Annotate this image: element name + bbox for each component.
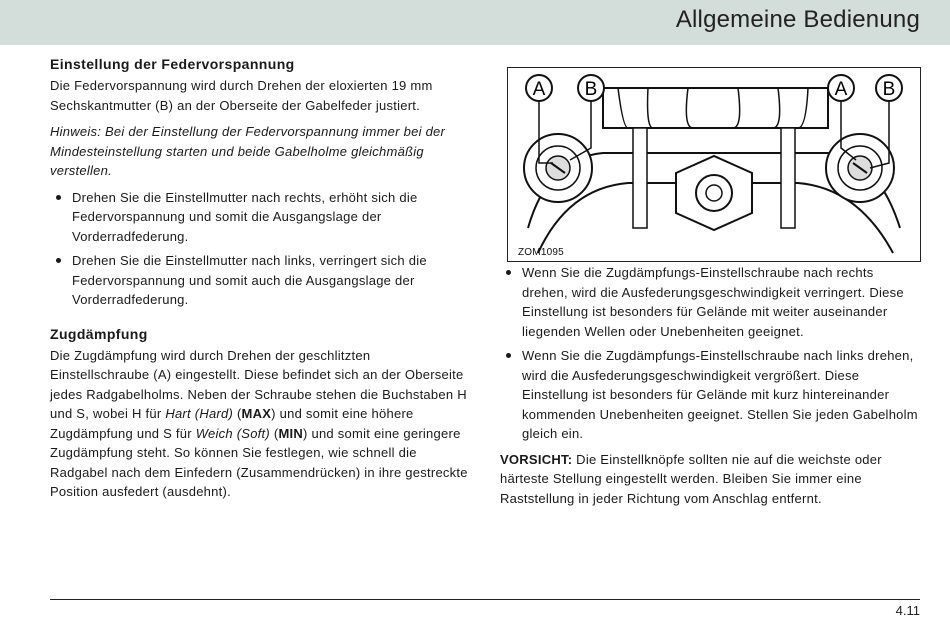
preload-hint: Hinweis: Bei der Einstellung der Federvorspannung immer bei der Mindesteinstellung starten und beide Gabelholme gleichmäßig verstellen. [50,124,446,178]
callout-label: B [882,79,896,100]
fork-illustration [508,68,920,261]
callout-label: B [584,79,598,100]
left-column [50,54,470,509]
callout-label: A [834,79,848,100]
caution-paragraph: VORSICHT: Die Einstellknöpfe sollten nie auf die weichste oder härteste Stellung eingestellt werden. Bleiben Sie immer eine Raststellung in jeder Richtung vom Anschlag entfernt. [500,451,882,506]
rebound-heading: Zugdämpfung [50,325,148,342]
preload-list [50,188,470,310]
figure-code: ZOM1095 [518,247,564,258]
list-item: Drehen Sie die Einstellmutter nach links, verringert sich die Federvorspannung und somit auch die Ausgangslage der Vorderradfederung. [50,251,470,310]
right-column [500,263,920,515]
preload-paragraph: Die Federvorspannung wird durch Drehen der eloxierten 19 mm Sechskantmutter (B) an der Oberseite der Gabelfeder justiert. [50,78,433,113]
footer-divider [50,599,920,600]
list-item: Wenn Sie die Zugdämpfungs-Einstellschraube nach links drehen, wird die Ausfederungsgeschwindigkeit vergrößert. Diese Einstellung ist besonders für Gelände mit kurz hintereinander kommenden Unebenheiten geeignet. Stellen Sie jeden Gabelholm gleich ein. [500,346,920,444]
min-term: MIN [278,425,304,441]
list-item: Wenn Sie die Zugdämpfungs-Einstellschraube nach rechts drehen, wird die Ausfederungsgeschwindigkeit verringert. Diese Einstellung ist besonders für Gelände mit weiter auseinander liegenden Wellen oder Unebenheiten geeignet. [500,263,920,341]
callout-label: A [532,79,546,100]
section-title: Allgemeine Bedienung [675,6,920,33]
caution-label: VORSICHT: [500,451,573,467]
rebound-paragraph: Die Zugdämpfung wird durch Drehen der geschlitzten Einstellschraube (A) eingestellt. Diese befindet sich an der Oberseite jedes Radgabelholms. Neben der Schraube stehen die Buchstaben H und S, wobei H für Hart (Hard) (MAX) und somit eine höhere Zugdämpfung und S für Weich (Soft) (MIN) und somit eine geringere Zugdämpfung steht. So können Sie festlegen, wie schnell die Radgabel nach dem Einfedern (Zusammendrücken) in ihre gestreckte Position ausfedert (ausdehnt). [50,347,468,499]
list-item: Drehen Sie die Einstellmutter nach rechts, erhöht sich die Federvorspannung und somit die Ausgangslage der Vorderradfederung. [50,188,470,247]
preload-heading: Einstellung der Federvorspannung [50,56,295,72]
page-number: 4.11 [895,603,920,618]
max-term: MAX [241,406,272,421]
fork-adjuster-figure [507,67,921,262]
hard-term: Hart (Hard) [165,406,234,421]
soft-term: Weich (Soft) [195,425,270,441]
page-header [0,0,950,45]
rebound-list [500,263,920,444]
